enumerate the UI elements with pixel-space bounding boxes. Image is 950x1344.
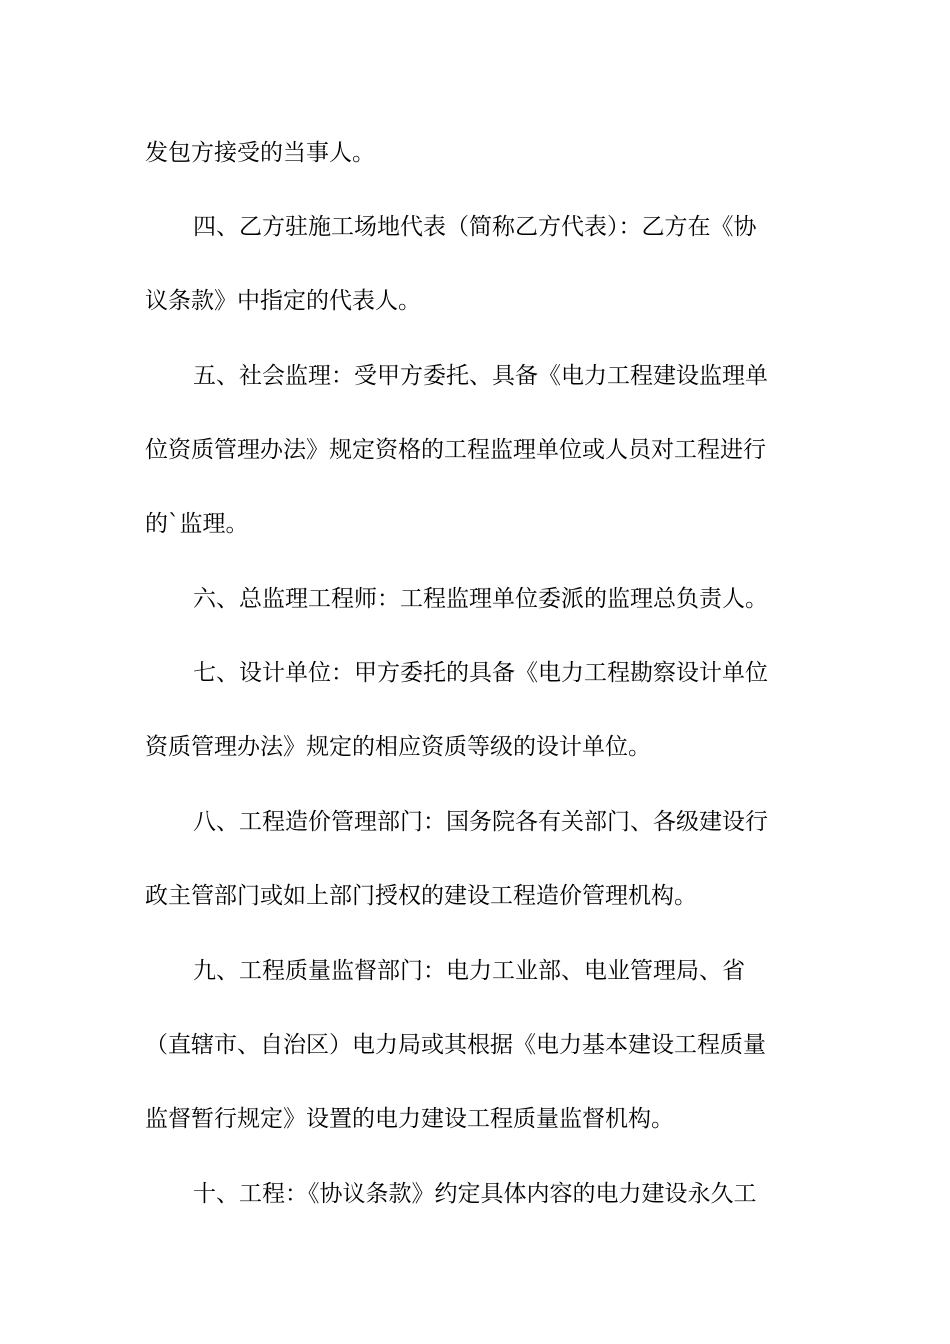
clause-10-heading-line: 十、工程：《协议条款》约定具体内容的电力建设永久工 — [193, 1181, 757, 1207]
text-line: 监督暂行规定》设置的电力建设工程质量监督机构。 — [145, 1106, 674, 1132]
clause-4-heading-line: 四、乙方驻施工场地代表（简称乙方代表）：乙方在《协 — [193, 214, 757, 240]
text-line: 政主管部门或如上部门授权的建设工程造价管理机构。 — [145, 883, 697, 909]
text-line: （直辖市、自治区）电力局或其根据《电力基本建设工程质量 — [145, 1032, 766, 1058]
text-line: 议条款》中指定的代表人。 — [145, 288, 421, 314]
text-line: 位资质管理办法》规定资格的工程监理单位或人员对工程进行 — [145, 437, 766, 463]
clause-5-heading-line: 五、社会监理：受甲方委托、具备《电力工程建设监理单 — [193, 363, 768, 389]
clause-8-heading-line: 八、工程造价管理部门：国务院各有关部门、各级建设行 — [193, 809, 768, 835]
clause-6-heading-line: 六、总监理工程师：工程监理单位委派的监理总负责人。 — [193, 586, 768, 612]
text-line: 的`监理。 — [145, 511, 249, 537]
text-line: 发包方接受的当事人。 — [145, 140, 375, 166]
clause-7-heading-line: 七、设计单位：甲方委托的具备《电力工程勘察设计单位 — [193, 660, 768, 686]
text-line: 资质管理办法》规定的相应资质等级的设计单位。 — [145, 734, 651, 760]
clause-9-heading-line: 九、工程质量监督部门：电力工业部、电业管理局、省 — [193, 958, 745, 984]
